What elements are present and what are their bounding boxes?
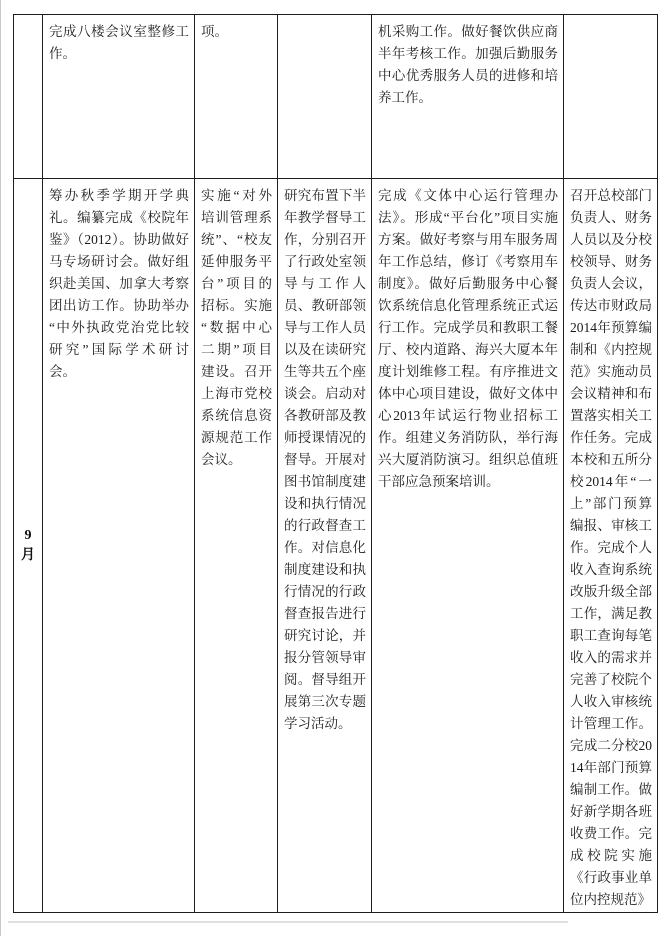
content-cell	[278, 15, 372, 179]
content-cell: 召开总校部门负责人、财务人员以及分校校领导、财务负责人会议，传达市财政局2014年预算编制和《内控规范》实施动员会议精神和布置落实相关工作任务。完成本校和五所分校2014年“一上”部门预算编报、审核工作。完成个人收入查询系统改版升级全部工作，满足教职工查询每笔收入的需求并完善了校院个人收入审核统计管理工作。完成二分校2014年部门预算编制工作。做好新学期各班收费工作。完成校院实施《行政事业单位内控规范》	[564, 179, 658, 913]
month-label-september: 9月	[21, 527, 35, 563]
table-row-september	[14, 179, 658, 913]
content-cell: 研究布置下半年教学督导工作，分别召开了行政处室领导与工作人员、教研部领导与工作人员以及在读研究生等共五个座谈会。启动对各教研部及教师授课情况的督导。开展对图书馆制度建设和执行情况的行政督查工作。对信息化制度建设和执行情况的行政督查报告进行研究讨论，并报分管领导审阅。督导组开展第三次专题学习活动。	[278, 179, 372, 913]
content-cell: 实施“对外培训管理系统”、“校友延伸服务平台”项目的招标。实施“数据中心二期”项目建设。召开上海市党校系统信息资源规范工作会议。	[195, 179, 278, 913]
content-cell: 项。	[195, 15, 278, 179]
content-cell: 完成八楼会议室整修工作。	[43, 15, 195, 179]
scan-edge-artifact	[0, 0, 1, 936]
month-label-cell	[14, 15, 43, 179]
content-cell: 机采购工作。做好餐饮供应商半年考核工作。加强后勤服务中心优秀服务人员的进修和培养工作。	[372, 15, 564, 179]
month-label-cell	[14, 179, 43, 913]
table-row-previous-month-continued	[14, 15, 658, 179]
content-cell: 完成《文体中心运行管理办法》。形成“平台化”项目实施方案。做好考察与用车服务周年工作总结，修订《考察用车制度》。做好后勤服务中心餐饮系统信息化管理系统正式运行工作。完成学员和教职工餐厅、校内道路、海兴大厦本年度计划维修工程。有序推进文体中心项目建设，做好文体中心2013年试运行物业招标工作。组建义务消防队，举行海兴大厦消防演习。组织总值班干部应急预案培训。	[372, 179, 564, 913]
content-cell	[564, 15, 658, 179]
monthly-work-schedule-table	[13, 14, 658, 913]
scan-shadow-artifact	[8, 921, 568, 923]
content-cell: 筹办秋季学期开学典礼。编纂完成《校院年鉴》（2012）。协助做好马专场研讨会。做好组织赴美国、加拿大考察团出访工作。协助举办“中外执政党治党比较研究”国际学术研讨会。	[43, 179, 195, 913]
